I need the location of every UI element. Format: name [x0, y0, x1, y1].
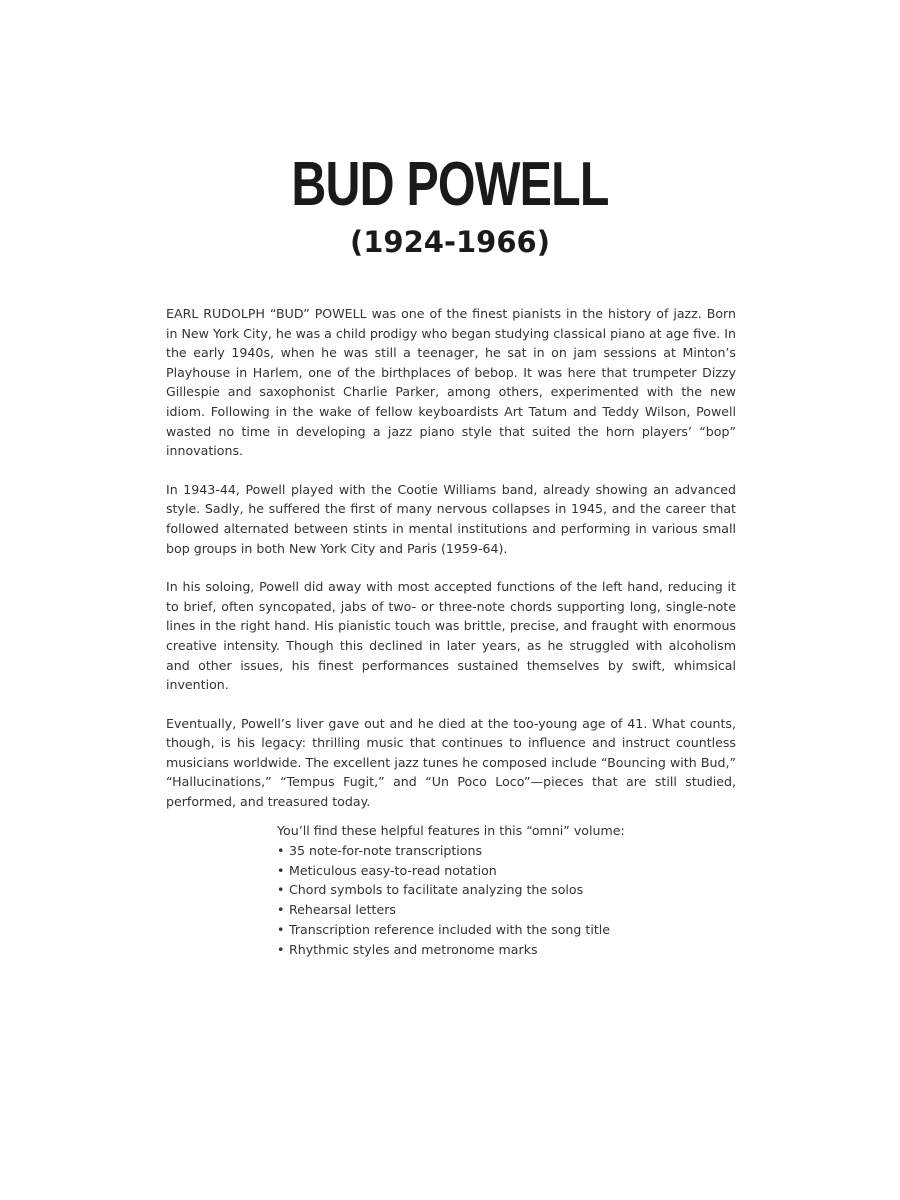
list-item: [277, 880, 697, 900]
bullet-icon: •: [277, 882, 285, 898]
list-item-text: Meticulous easy-to-read notation: [289, 862, 497, 878]
list-item-text: Transcription reference included with the song title: [289, 921, 611, 937]
list-item-text: Rhythmic styles and metronome marks: [289, 941, 538, 957]
list-item: [277, 861, 697, 881]
biography-text: [166, 304, 736, 831]
biography-paragraph: In his soloing, Powell did away with most accepted functions of the left hand, reducing it to brief, often syncopated, jabs of two- or three-note chords supporting long, single-note lines in the right hand. His pianistic touch was brittle, precise, and fraught with enormous creative intensity. Though this declined in later years, as he struggled with alcoholism and other issues, his finest performances sustained themselves by swift, whimsical invention.: [166, 579, 736, 693]
bullet-icon: •: [277, 902, 285, 918]
list-item-text: 35 note-for-note transcriptions: [289, 842, 483, 858]
biography-paragraph: Eventually, Powell’s liver gave out and he died at the too-young age of 41. What counts, though, is his legacy: thrilling music that continues to influence and instruct countless musicians worldwide. The excellent jazz tunes he composed include “Bouncing with Bud,” “Hallucinations,” “Tempus Fugit,” and “Un Poco Loco”—pieces that are still studied, performed, and treasured today.: [166, 715, 736, 810]
biography-paragraph: In 1943-44, Powell played with the Cootie Williams band, already showing an advanced style. Sadly, he suffered the first of many nervous collapses in 1945, and the career that followed alternated between stints in mental institutions and performing in various small bop groups in both New York City and Paris (1959-64).: [166, 481, 736, 556]
list-item: [277, 920, 697, 940]
bullet-icon: •: [277, 862, 285, 878]
biography-paragraph: EARL RUDOLPH “BUD” POWELL was one of the finest pianists in the history of jazz. Born in New York City, he was a child prodigy who began studying classical piano at age five. In the early 1940s, when he was still a teenager, he sat in on jam sessions at Minton’s Playhouse in Harlem, one of the birthplaces of bebop. It was here that trumpeter Dizzy Gillespie and saxophonist Charlie Parker, among others, experimented with the new idiom. Following in the wake of fellow keyboardists Art Tatum and Teddy Wilson, Powell wasted no time in developing a jazz piano style that suited the horn players’ “bop” innovations.: [166, 306, 736, 459]
bullet-icon: •: [277, 921, 285, 937]
features-intro: You’ll find these helpful features in this “omni” volume:: [277, 823, 625, 838]
life-dates: (1924-1966): [350, 225, 550, 259]
features-list-section: [277, 821, 697, 960]
list-item-text: Chord symbols to facilitate analyzing the solos: [289, 882, 584, 898]
bullet-icon: •: [277, 941, 285, 957]
list-item: [277, 940, 697, 960]
page-title: BUD POWELL: [291, 150, 609, 219]
list-item-text: Rehearsal letters: [289, 902, 396, 918]
list-item: [277, 900, 697, 920]
list-item: [277, 841, 697, 861]
features-list: [277, 841, 697, 960]
bullet-icon: •: [277, 842, 285, 858]
